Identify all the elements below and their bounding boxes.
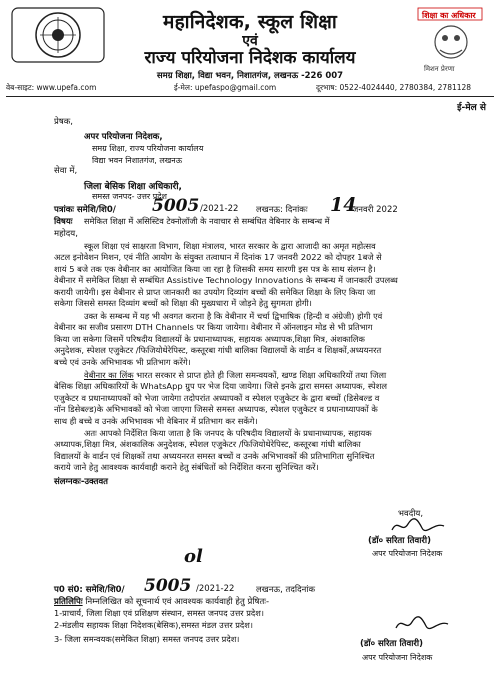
p1-line: स्कूल शिक्षा एवं साक्षरता विभाग, शिक्षा मंत्रालय, भारत सरकार के द्वारा आजादी का अमृत महोत्सव [84,241,376,251]
sender-line1: समग्र शिक्षा, राज्य परियोजना कार्यालय [92,144,204,153]
ref-date-day-handwritten: 14 [330,194,357,216]
p4-line: अतः आपको निर्देशित किया जाता है कि जनपद के परिषदीय विद्यालयों के प्रधानाध्यापक, सहायक [84,428,372,438]
copy-list-item: 1-प्राचार्य, जिला शिक्षा एवं प्रशिक्षण संस्थान, समस्त जनपद उत्तर प्रदेश। [54,608,264,618]
p2-line: उक्त के सम्बन्ध में यह भी अवगत कराना है कि वेबीनार में चर्चा द्विभाषिक (हिन्दी व अंग्रेजी) होगी एवं [84,311,383,321]
phone-text: दूरभाष: 0522-4024440, 2780384, 2781128 [316,83,472,92]
margin-initials-handwritten: ol [184,546,203,567]
p3-line: साथ ही बच्चे व उनके अभिभावक भी वेबिनार में प्रतिभाग कर सकेंगे। [54,415,258,426]
p2-line: अनुदेशक, स्पेशल एजुकेटर /फिजियोथेरेपिस्ट, कस्तूरबा गांधी बालिका विद्यालयों के वार्डन व शिक्षकों,अध्ययनरत [54,345,382,356]
copy-ref-label: प0 सं0: समेशि/शि0/ [54,585,125,595]
recipient-line1: समस्त जनपद- उत्तर प्रदेश [92,192,167,201]
salutation: महोदय, [54,229,78,239]
website-text: वेब-साइट: www.upefa.com [6,83,97,92]
p2-line: किया जा सकेगा जिसमें परिषदीय विद्यालयों के प्रधानाध्यापक, सहायक अध्यापक,शिक्षा मित्र, अंशकालिक [54,333,365,344]
ref-number-handwritten: 5005 [152,196,200,216]
copy-list-item: 3- जिला समन्वयक(समेकित शिक्षा) समस्त जनपद उत्तर प्रदेश। [54,634,240,644]
enclosure: संलग्नकः-उक्तवत [54,477,109,487]
via-email-tag: ई-मेल से [457,103,486,113]
rte-logo-tagline: शिक्षा का अधिकार [422,11,476,20]
p1-line: करायी जायेगी। इस वेबीनार से प्राप्त जानकारी का उपयोग दिव्यांग बच्चों की समेकित शिक्षा के लिए किया जा [54,286,376,297]
copy-list-item: 2-मंडलीय सहायक शिक्षा निदेशक(बेसिक),समस्त मंडल उत्तर प्रदेश। [54,620,253,630]
paragraph-2 [54,311,480,368]
mission-prerna-caption: मिशन प्रेरणा [424,65,455,73]
p4-line: अध्यापक,शिक्षा मित्र, अंशकालिक अनुदेशक, स्पेशल एजुकेटर /फिजियोथेरेपिस्ट, कस्तूरबा गांधी बालिका [54,439,361,450]
signature-scribble-2 [392,614,452,638]
p3-line: भारत सरकार से प्राप्त होते ही जिला समन्वयकों, खण्ड शिक्षा अधिकारियों तथा जिला [136,370,387,380]
copy-ref-number-handwritten: 5005 [144,576,192,596]
p3-line: नॉन डिसेबल्ड)के अभिभावकों को भेजा जाएगा जिससे समस्त अध्यापक, स्पेशल एजुकेटर व प्रधानाध्यापकों के [54,404,378,415]
signatory-title-2: अपर परियोजना निदेशक [362,653,433,662]
email-text: ई-मेल: upefaspo@gmail.com [174,83,277,92]
p1-line: सकेगा जिससे समस्त दिव्यांग बच्चों को शिक्षा की मुख्यधारा में जोड़ने हेतु सुगमता होगी। [54,298,312,309]
p1-line: अटल इनोवेशन मिशन, एवं नीति आयोग के संयुक्त तत्वाधान में दिनांक 17 जनवरी 2022 को दोपहर 1बजे से [54,252,382,263]
ref-date-rest: जनवरी 2022 [352,205,398,215]
paragraph-4 [54,428,480,474]
bhavdiy: भवदीय, [398,509,424,519]
p4-line: कराये जाने हेतु आवश्यक कार्यवाही कराने हेतु संबंधितों को निर्देशित करना सुनिश्चित करें। [54,462,319,473]
sender-line2: विद्या भवन निशातगंज, लखनऊ [92,156,183,165]
header-title-line2: एवं [242,33,258,49]
p3-line: बेसिक शिक्षा अधिकारियों के WhatsApp ग्रुप पर भेज दिया जायेगा। जिसे इनके द्वारा समस्त अध्यापक, स्पेशल [54,381,388,392]
copy-ref-year: /2021-22 [196,584,235,594]
ref-label: पत्रांकः समेशि/शि0/ [54,205,116,215]
header-address: समग्र शिक्षा, विद्या भवन, निशातगंज, लखनऊ -226 007 [156,71,344,81]
p1-line: शायं 5 बजे तक एक वेबीनार का आयोजित किया जा रहा है जिसकी समय सारणी इस पत्र के साथ संलग्न है। [54,263,376,274]
copy-ref-date: लखनऊ, तददिनांक [256,585,316,595]
ref-date-label: लखनऊ: दिनांकः [256,205,308,215]
p1-line: वेबीनार में समेकित शिक्षा से सम्बंधित Assistive Technology Innovations के सम्बन्ध में जानकारी उपलब्ध [54,275,398,286]
seva-me-label: सेवा में, [54,166,78,176]
signatory-name-2: (डॉ० सरिता तिवारी) [360,639,423,649]
p2-line: बच्चे एवं उनके अभिभावक भी प्रतिभाग करेंगे। [54,356,191,367]
webinar-link-label: वेबीनार का लिंक [84,370,134,380]
prashak-label: प्रेषक, [54,117,73,127]
ref-year: /2021-22 [200,204,239,214]
p2-line: वेबीनार का सजीव प्रसारण DTH Channels पर किया जायेगा। वेबीनार में ऑनलाइन मोड से भी प्रतिभाग [54,322,373,333]
subject-text: समेकित शिक्षा में असिस्टिव टेक्नोलॉजी के नवाचार से सम्बंधित वेबिनार के सम्बन्ध में [84,216,330,226]
subject-label: विषयः [54,217,73,227]
copy-intro-text: निम्नलिखित को सूचनार्थ एवं आवश्यक कार्यवाही हेतु प्रेषितः- [85,597,270,607]
signatory-name: (डॉ० सरिता तिवारी) [368,536,431,546]
copy-intro [54,596,269,607]
header-divider [6,96,494,97]
p4-line: विद्यालयों के वार्डन एवं शिक्षकों तथा अध्ययनरत समस्त बच्चों व उनके अभिभावकों की प्रतिभागिता सुनिश्चित [54,450,375,461]
recipient-name: जिला बेसिक शिक्षा अधिकारी, [84,182,182,192]
signatory-title: अपर परियोजना निदेशक [372,549,443,558]
header-title-line3: राज्य परियोजना निदेशक कार्यालय [144,48,356,68]
paragraph-3 [54,370,480,427]
copy-intro-label: प्रतिलिपिः [54,597,83,607]
sender-name: अपर परियोजना निदेशक, [84,132,163,142]
p3-line: एजुकेटर व प्रधानाध्यापकों को भेजा जायेगा तदोपरांत अध्यापकों व स्पेशल एजुकेटर के द्वारा बच्चों (डिसेबल्ड व [54,392,380,403]
paragraph-1 [54,241,480,309]
rte-mission-logo [408,6,494,80]
header-title-line1: महानिदेशक, स्कूल शिक्षा [163,11,337,33]
